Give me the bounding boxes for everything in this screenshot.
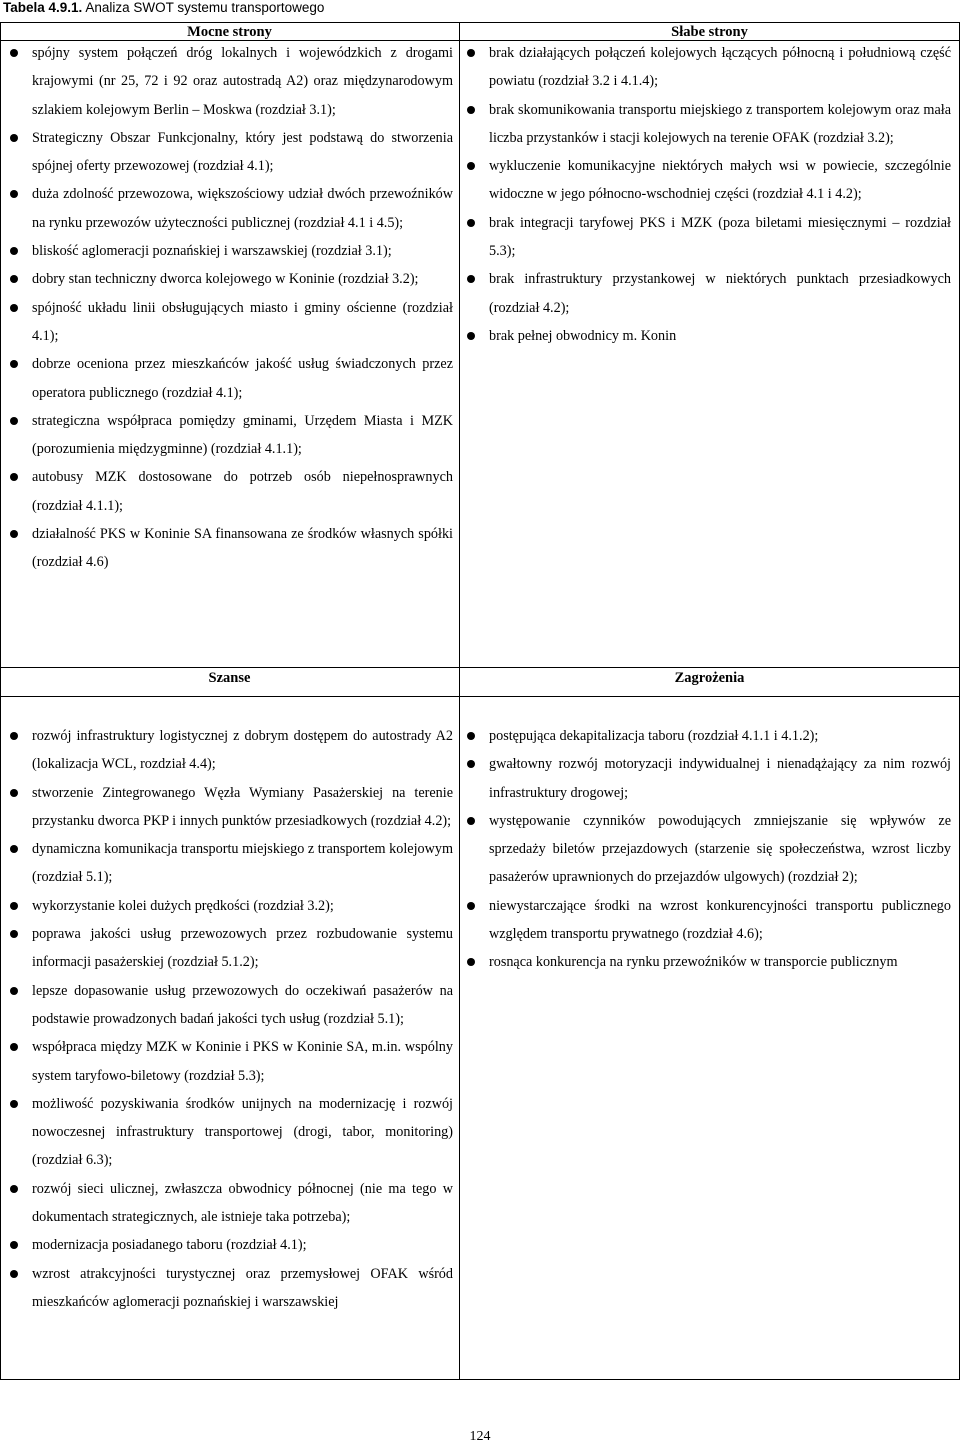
list-item-text: możliwość pozyskiwania środków unijnych na modernizację i rozwój nowoczesnej infrastruktury transportowej (drogi, tabor, monitoring) (rozdział 6.3); xyxy=(32,1095,453,1169)
column-divider xyxy=(459,22,460,1380)
list-item xyxy=(464,152,951,209)
bullet-icon xyxy=(467,760,475,768)
bullet-icon xyxy=(467,732,475,740)
list-item-text: brak infrastruktury przystankowej w niektórych punktach przesiadkowych (rozdział 4.2); xyxy=(489,271,951,316)
bullet-icon xyxy=(467,219,475,227)
list-item xyxy=(7,892,453,920)
list-item-text: duża zdolność przewozowa, większościowy udział dwóch przewoźników na rynku przewozów użyteczności publicznej (rozdział 4.1 i 4.5); xyxy=(32,186,453,231)
list-item-text: wykluczenie komunikacyjne niektórych małych wsi w powiecie, szczególnie widoczne w jego północno-wschodniej części (rozdział 4.1 i 4.2); xyxy=(489,158,951,203)
opportunities-list xyxy=(7,722,453,1316)
bullet-icon xyxy=(10,789,18,797)
table-caption xyxy=(3,0,324,16)
list-item-text: dobrze oceniona przez mieszkańców jakość usług świadczonych przez operatora publicznego (rozdział 4.1); xyxy=(32,356,453,401)
bullet-icon xyxy=(10,134,18,142)
list-item xyxy=(464,750,951,807)
bullet-icon xyxy=(10,1100,18,1108)
list-item-text: brak skomunikowania transportu miejskiego z transportem kolejowym oraz mała liczba przystanków i stacji kolejowych na terenie OFAK (rozdział 3.2); xyxy=(489,101,951,146)
list-item-text: wzrost atrakcyjności turystycznej oraz przemysłowej OFAK wśród mieszkańców aglomeracji poznańskiej i warszawskiej xyxy=(32,1265,453,1310)
bullet-icon xyxy=(10,275,18,283)
list-item xyxy=(7,520,453,577)
list-item xyxy=(7,779,453,836)
opportunities-cell xyxy=(7,722,453,1316)
bullet-icon xyxy=(10,304,18,312)
bullet-icon xyxy=(467,902,475,910)
table-left-border xyxy=(0,22,1,1380)
bullet-icon xyxy=(467,275,475,283)
threats-list xyxy=(464,722,951,977)
page-number: 124 xyxy=(469,1429,491,1444)
list-item xyxy=(464,892,951,949)
list-item xyxy=(464,807,951,892)
list-item-text: autobusy MZK dostosowane do potrzeb osób niepełnosprawnych (rozdział 4.1.1); xyxy=(32,469,453,514)
list-item xyxy=(464,96,951,153)
list-item-text: Strategiczny Obszar Funkcjonalny, który jest podstawą do stworzenia spójnej oferty przewozowej (rozdział 4.1); xyxy=(32,129,453,175)
list-item xyxy=(7,920,453,977)
bullet-icon xyxy=(467,332,475,340)
list-item xyxy=(464,722,951,750)
bullet-icon xyxy=(10,247,18,255)
list-item xyxy=(7,407,453,464)
bullet-icon xyxy=(10,473,18,481)
list-item-text: niewystarczające środki na wzrost konkurencyjności transportu publicznego względem transportu prywatnego (rozdział 4.6); xyxy=(489,897,951,943)
list-item-text: brak integracji taryfowej PKS i MZK (poza biletami miesięcznymi – rozdział 5.3); xyxy=(489,214,951,260)
list-item xyxy=(7,1175,453,1232)
weaknesses-header: Słabe strony xyxy=(671,24,748,40)
bullet-icon xyxy=(10,902,18,910)
bullet-icon xyxy=(10,530,18,538)
list-item xyxy=(7,294,453,351)
list-item-text: strategiczna współpraca pomiędzy gminami, Urzędem Miasta i MZK (porozumienia międzygminne) (rozdział 4.1.1); xyxy=(32,412,453,458)
list-item xyxy=(7,39,453,124)
bullet-icon xyxy=(10,1185,18,1193)
bullet-icon xyxy=(467,106,475,114)
bullet-icon xyxy=(467,162,475,170)
bullet-icon xyxy=(10,930,18,938)
list-item-text: poprawa jakości usług przewozowych przez rozbudowanie systemu informacji pasażerskiej (rozdział 5.1.2); xyxy=(32,926,453,971)
list-item xyxy=(464,948,951,976)
bullet-icon xyxy=(10,417,18,425)
table-caption-title: Analiza SWOT systemu transportowego xyxy=(85,0,325,15)
list-item-text: występowanie czynników powodujących zmniejszanie się wpływów ze sprzedaży biletów przejazdowych (starzenie się społeczeństwa, wzrost liczby pasażerów uprawnionych do przejazdów ulgowych) (rozdział 2); xyxy=(489,812,951,886)
list-item xyxy=(7,1090,453,1175)
middle-header-top-border xyxy=(0,667,960,668)
strengths-header: Mocne strony xyxy=(187,24,272,40)
list-item-text: rozwój sieci ulicznej, zwłaszcza obwodnicy północnej (nie ma tego w dokumentach strategicznych, ale istnieje taka potrzeba); xyxy=(32,1180,453,1226)
middle-header-bottom-border xyxy=(0,696,960,697)
bullet-icon xyxy=(10,732,18,740)
opportunities-header: Szanse xyxy=(208,670,251,686)
list-item-text: bliskość aglomeracji poznańskiej i warszawskiej (rozdział 3.1); xyxy=(32,243,392,260)
list-item xyxy=(7,180,453,237)
list-item-text: postępująca dekapitalizacja taboru (rozdział 4.1.1 i 4.1.2); xyxy=(489,728,819,744)
list-item-text: dobry stan techniczny dworca kolejowego w Koninie (rozdział 3.2); xyxy=(32,271,419,288)
list-item xyxy=(464,39,951,96)
threats-cell xyxy=(464,722,951,977)
list-item-text: rosnąca konkurencja na rynku przewoźników w transporcie publicznym xyxy=(489,954,898,971)
list-item xyxy=(7,463,453,520)
bullet-icon xyxy=(467,49,475,57)
list-item xyxy=(7,350,453,407)
list-item-text: wykorzystanie kolei dużych prędkości (rozdział 3.2); xyxy=(32,897,334,914)
bullet-icon xyxy=(10,987,18,995)
list-item xyxy=(7,1260,453,1317)
list-item xyxy=(7,1033,453,1090)
bullet-icon xyxy=(10,1241,18,1249)
bullet-icon xyxy=(10,360,18,368)
bullet-icon xyxy=(467,958,475,966)
table-bottom-border xyxy=(0,1379,960,1380)
strengths-cell xyxy=(7,39,453,577)
list-item-text: spójność układu linii obsługujących miasto i gminy ościenne (rozdział 4.1); xyxy=(32,299,453,344)
list-item xyxy=(7,835,453,892)
list-item-text: gwałtowny rozwój motoryzacji indywidualnej i nienadążający za nim rozwój infrastruktury drogowej; xyxy=(489,756,951,801)
list-item xyxy=(464,209,951,266)
list-item-text: spójny system połączeń dróg lokalnych i wojewódzkich z drogami krajowymi (nr 25, 72 i 92 oraz autostradą A2) oraz międzynarodowym szlakiem kolejowym Berlin – Moskwa (rozdział 3.1); xyxy=(32,45,453,118)
list-item-text: dynamiczna komunikacja transportu miejskiego z transportem kolejowym (rozdział 5.1); xyxy=(32,841,453,886)
list-item xyxy=(7,124,453,181)
list-item-text: stworzenie Zintegrowanego Węzła Wymiany Pasażerskiej na terenie przystanku dworca PKP i innych punktów przesiadkowych (rozdział 4.2); xyxy=(32,784,453,829)
list-item-text: brak działających połączeń kolejowych łączących północną i południową część powiatu (rozdział 3.2 i 4.1.4); xyxy=(489,45,951,90)
list-item xyxy=(7,977,453,1034)
list-item xyxy=(7,237,453,265)
bullet-icon xyxy=(10,1043,18,1051)
list-item xyxy=(7,722,453,779)
weaknesses-cell xyxy=(464,39,951,350)
threats-header: Zagrożenia xyxy=(674,670,745,686)
list-item xyxy=(464,265,951,322)
strengths-list xyxy=(7,39,453,577)
bullet-icon xyxy=(10,845,18,853)
bullet-icon xyxy=(10,190,18,198)
swot-table xyxy=(0,22,960,1380)
table-caption-label: Tabela 4.9.1. xyxy=(3,0,83,15)
weaknesses-list xyxy=(464,39,951,350)
list-item-text: działalność PKS w Koninie SA finansowana ze środków własnych spółki (rozdział 4.6) xyxy=(32,526,453,571)
list-item-text: współpraca między MZK w Koninie i PKS w Koninie SA, m.in. wspólny system taryfowo-biletowy (rozdział 5.3); xyxy=(32,1039,453,1084)
bullet-icon xyxy=(467,817,475,825)
bullet-icon xyxy=(10,1270,18,1278)
list-item xyxy=(7,1231,453,1259)
list-item xyxy=(464,322,951,350)
list-item-text: rozwój infrastruktury logistycznej z dobrym dostępem do autostrady A2 (lokalizacja WCL, rozdział 4.4); xyxy=(32,728,453,773)
list-item-text: lepsze dopasowanie usług przewozowych do oczekiwań pasażerów na podstawie prowadzonych badań jakości tych usług (rozdział 5.1); xyxy=(32,982,453,1027)
list-item-text: brak pełnej obwodnicy m. Konin xyxy=(489,327,677,344)
list-item-text: modernizacja posiadanego taboru (rozdział 4.1); xyxy=(32,1237,307,1254)
list-item xyxy=(7,265,453,293)
bullet-icon xyxy=(10,49,18,57)
